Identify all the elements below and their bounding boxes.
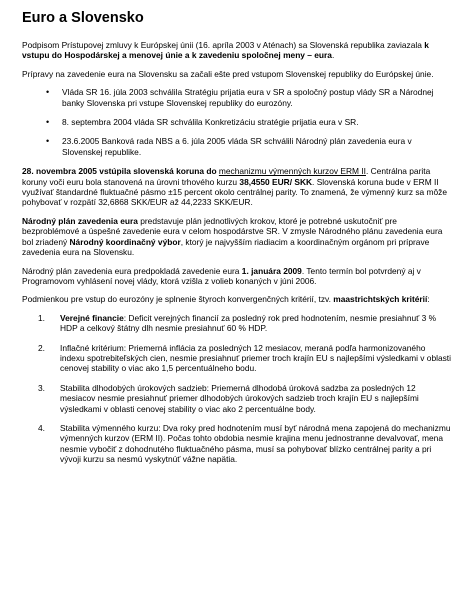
erm2-text: . Centrálna parita koruny voči euru bola stanovená na úrovni trhového kurzu bbox=[22, 166, 431, 187]
list-item bbox=[38, 383, 451, 414]
national-plan-bold: Národný plán zavedenia eura bbox=[22, 215, 138, 226]
criterion-text: : Priemerná inflácia za posledných 12 mesiacov, meraná podľa harmonizovaného indexu spotrebiteľských cien, nesmie presiahnuť priemer troch krajín EU s najlepšími výsledkami v oblasti cenovej stability o viac ako 1,5 percentuálneho bodu. bbox=[60, 342, 451, 374]
erm2-date-bold: 28. novembra 2005 vstúpila slovenská koruna do bbox=[22, 166, 219, 177]
date-text-end: . Tento termín bol potvrdený aj v Programovom vyhlásení novej vlády, ktorá vzišla z volieb konaných v júni 2006. bbox=[22, 265, 421, 286]
date-text: Národný plán zavedenia eura predpokladá zavedenie eura bbox=[22, 265, 242, 276]
criterion-heading: Stabilita dlhodobých úrokových sadzieb bbox=[60, 382, 207, 393]
criterion-number: 4. bbox=[38, 422, 45, 433]
committee-bold: Národný koordinačný výbor bbox=[69, 236, 181, 247]
erm2-text-end: . Slovenská koruna bude v ERM II využívať štandardné fluktuačné pásmo ±15 percent okolo centrálnej parity. To znamená, že výmenný kurz sa môže pohybovať v rozpätí 32,6868 SKK/EUR až 44,2233 SKK/EUR. bbox=[22, 176, 447, 208]
paragraph-erm2 bbox=[22, 166, 451, 208]
criterion-heading: Stabilita výmenného kurzu bbox=[60, 422, 159, 433]
criterion-text: : Dva roky pred hodnotením musí byť národná mena zapojená do mechanizmu výmenných kurzov (ERM II). Počas tohto obdobia nesmie krajina menu jednostranne devalvovať, mena nesmie vybočiť z dohodnutého fluktuačného pásma, musí sa pohybovať blízko centrálnej parity a pri vývoji kurzu sa nesmú vyskytnúť vážne napätia. bbox=[60, 422, 451, 465]
criterion-number: 1. bbox=[38, 312, 45, 323]
criterion-heading: Verejné financie bbox=[60, 312, 124, 323]
paragraph-criteria-intro bbox=[22, 294, 451, 304]
date-bold: 1. januára 2009 bbox=[241, 265, 302, 276]
paragraph-preparations: Prípravy na zavedenie eura na Slovensku sa začali ešte pred vstupom Slovenskej republiky do Európskej únie. bbox=[22, 68, 434, 79]
list-item: • 8. septembra 2004 vláda SR schválila Konkretizáciu stratégie prijatia eura v SR. bbox=[52, 117, 451, 127]
paragraph-date bbox=[22, 266, 451, 287]
criterion-number: 3. bbox=[38, 382, 45, 393]
milestones-list bbox=[22, 87, 451, 157]
paragraph-accession-text: Podpisom Prístupovej zmluvy k Európskej únii (16. apríla 2003 v Aténach) sa Slovenská republika zaviazala bbox=[22, 40, 425, 50]
criteria-intro-end: : bbox=[427, 294, 430, 305]
national-plan-end: , ktorý je najvyšším riadiacim a koordinačným orgánom pri príprave zavedenia eura na Slovensku. bbox=[22, 236, 430, 258]
criterion-text: : Priemerná dlhodobá úroková sadzba za posledných 12 mesiacov nesmie presiahnuť priemer dlhodobých úrokových sadzieb troch krajín EU s najlepšími výsledkami v oblasti cenovej stability o viac ako 2 percentuálne body. bbox=[60, 382, 419, 414]
paragraph-accession bbox=[22, 40, 451, 61]
list-item bbox=[38, 313, 451, 334]
paragraph-accession-bold: k vstupu do Hospodárskej a menovej únie a k zavedeniu spoločnej meny – eura bbox=[22, 40, 429, 61]
paragraph-national-plan bbox=[22, 216, 451, 258]
criterion-number: 2. bbox=[38, 342, 45, 353]
document-title: Euro a Slovensko bbox=[22, 10, 144, 26]
list-item bbox=[38, 423, 451, 465]
criterion-heading: Inflačné kritérium bbox=[60, 342, 124, 353]
list-item: • Vláda SR 16. júla 2003 schválila Stratégiu prijatia eura v SR a spoločný postup vlády SR a Národnej banky Slovenska pri vstupe Slovenskej republiky do eurozóny. bbox=[52, 87, 451, 108]
national-plan-text: predstavuje plán jednotlivých krokov, ktoré je potrebné uskutočniť pre bezproblémové a úspešné zavedenie eura v celom hospodárstve SR. V zmysle Národného plánu zavedenia eura bol zriadený bbox=[22, 215, 443, 247]
paragraph-accession-end: . bbox=[331, 50, 335, 61]
list-item: • 23.6.2005 Banková rada NBS a 6. júla 2005 vláda SR schválili Národný plán zavedenia eura v Slovenskej republike. bbox=[52, 136, 451, 157]
criteria-intro-text: Podmienkou pre vstup do eurozóny je splnenie štyroch konvergenčných kritérií, tzv. bbox=[22, 294, 334, 305]
criteria-list bbox=[22, 313, 451, 465]
criterion-text: : Deficit verejných financií za posledný rok pred hodnotením, nesmie presiahnuť 3 % HDP a celkový štátny dlh nesmie presiahnuť 60 % HDP. bbox=[60, 312, 437, 334]
criteria-intro-bold: maastrichtských kritérií bbox=[333, 294, 428, 305]
erm2-link-text: mechanizmu výmenných kurzov ERM II bbox=[218, 166, 366, 177]
list-item bbox=[38, 343, 451, 374]
erm2-rate-bold: 38,4550 EUR/ SKK bbox=[239, 176, 313, 187]
